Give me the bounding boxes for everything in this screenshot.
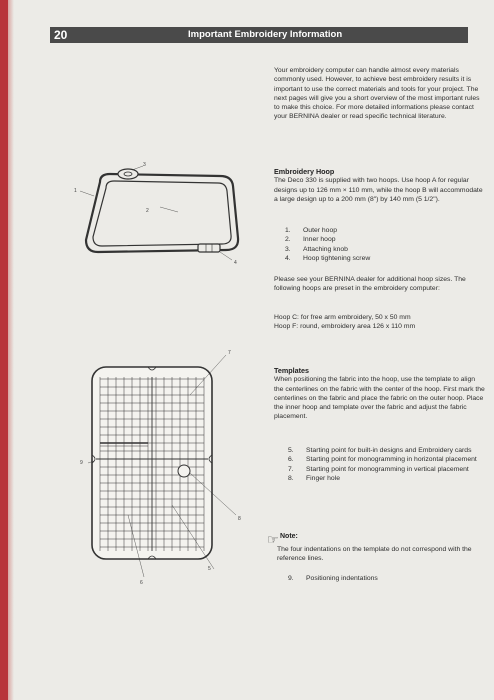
hoop-body: The Deco 330 is supplied with two hoops. Use hoop A for regular designs up to 126 mm × 110 mm, while the hoop B will accommodate a large design up to a 200 mm (8") by 140 mm (5 1/2"). [274, 177, 483, 203]
dealer-note-block [274, 275, 486, 294]
list-item: 9. Positioning indentations [288, 575, 378, 582]
dealer-note: Please see your BERNINA dealer for additional hoop sizes. The following hoops are preset in the embroidery computer: [274, 276, 466, 293]
note-text: The four indentations on the template do not correspond with the reference lines. [277, 546, 472, 563]
hoop-tightening-screw [198, 244, 220, 252]
inner-hoop [93, 181, 231, 246]
page-edge-red [0, 0, 8, 700]
finger-hole [178, 465, 190, 477]
preset-hoops [274, 313, 486, 332]
note-list [288, 574, 486, 583]
hoop-illustration [70, 160, 260, 270]
outer-hoop [86, 174, 238, 252]
templates-section [274, 366, 486, 422]
hoop-parts-list [285, 226, 485, 263]
page-number: 20 [54, 28, 68, 42]
attaching-knob [118, 169, 138, 179]
callout-label: 8 [238, 516, 241, 522]
list-item: 4. Hoop tightening screw [285, 254, 371, 262]
callout-label: 3 [143, 162, 146, 168]
callout-label: 5 [208, 566, 211, 572]
note-label: Note: [280, 533, 298, 540]
template-points-list [288, 446, 486, 483]
callout-label: 7 [228, 350, 231, 356]
list-item: 2. Inner hoop [285, 236, 336, 244]
page-edge-shade [8, 0, 14, 700]
note-hand-icon: ☞ [267, 532, 279, 547]
templates-body: When positioning the fabric into the hoop, use the template to align the centerlines on the fabric with the center of the hoop. First mark the centerlines on the fabric and place the fabric on the outer hoop. Place the inner hoop and template over the fabric and adjust the fabric placement. [274, 376, 485, 421]
callout-label: 1 [74, 188, 77, 194]
list-item: 6. Starting point for monogramming in horizontal placement [288, 456, 477, 464]
callout-label: 6 [140, 580, 143, 586]
template-illustration [86, 355, 261, 580]
list-item: 8. Finger hole [288, 474, 341, 482]
callout-label: 9 [80, 460, 83, 466]
hoop-heading: Embroidery Hoop [274, 167, 335, 176]
templates-heading: Templates [274, 366, 310, 375]
hoop-c-line: Hoop C: for free arm embroidery, 50 x 50 mm [274, 314, 411, 321]
note-block [277, 545, 486, 564]
hoop-section [274, 167, 486, 204]
hoop-f-line: Hoop F: round, embroidery area 126 x 110 mm [274, 323, 416, 331]
intro-block [274, 66, 486, 122]
list-item: 7. Starting point for monogramming in vertical placement [288, 465, 469, 473]
callout-label: 2 [146, 208, 149, 214]
list-item: 5. Starting point for built-in designs and Embroidery cards [288, 447, 472, 454]
callout-label: 4 [234, 260, 237, 266]
list-item: 1. Outer hoop [285, 227, 338, 234]
page-title: Important Embroidery Information [188, 29, 343, 40]
intro-text: Your embroidery computer can handle almost every materials commonly used. However, to achieve best embroidery results it is important to use the correct materials and tools for your project. The next pages will give you a short overview of the most important rules to make this choice. For more detailed informations please contact your BERNINA dealer or read specific technical literature. [274, 67, 480, 121]
list-item: 3. Attaching knob [285, 245, 348, 253]
